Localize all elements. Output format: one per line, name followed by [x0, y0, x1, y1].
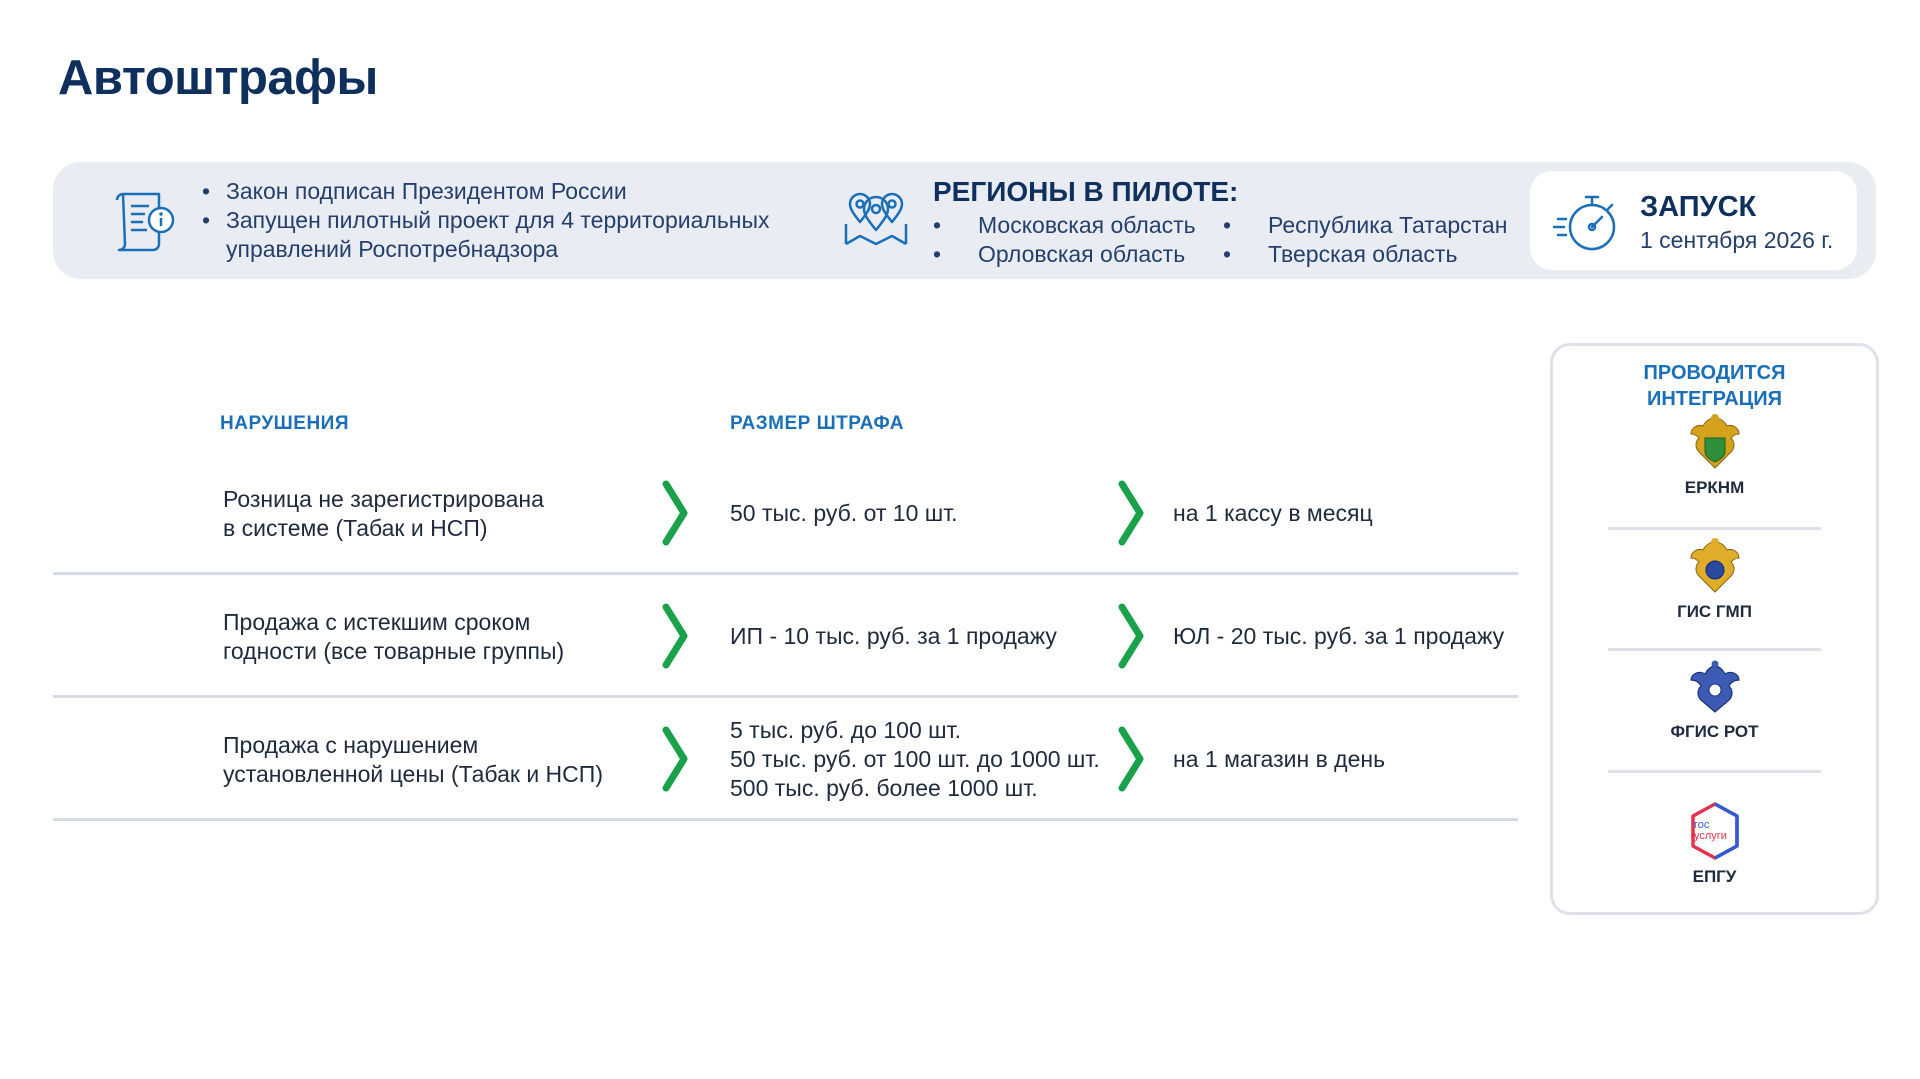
integration-system	[1553, 801, 1876, 887]
law-document-icon	[113, 186, 183, 256]
fine-text: 50 тыс. руб. от 10 шт.	[730, 500, 958, 526]
page-title: Автоштрафы	[58, 51, 378, 105]
basis-text: на 1 кассу в месяц	[1173, 500, 1373, 526]
svg-text:гос: гос	[1693, 819, 1709, 831]
emblem-gold-icon	[1688, 536, 1742, 596]
stopwatch-icon	[1552, 187, 1624, 259]
regions-title: РЕГИОНЫ В ПИЛОТЕ:	[933, 176, 1239, 207]
integration-system	[1553, 658, 1876, 742]
panel-divider	[1608, 770, 1821, 773]
system-label: ЕПГУ	[1692, 867, 1737, 886]
table-row	[53, 452, 1518, 575]
law-fact: • Закон подписан Президентом России	[198, 177, 770, 206]
table-row	[53, 575, 1518, 698]
system-label: ФГИС РОТ	[1670, 722, 1759, 741]
fine-text: ИП - 10 тыс. руб. за 1 продажу	[730, 623, 1057, 649]
launch-date: 1 сентября 2026 г.	[1640, 227, 1834, 253]
violation-text: Розница не зарегистрирована в системе (Табак и НСП)	[223, 486, 544, 541]
info-band	[53, 162, 1876, 279]
chevron-right-icon	[1116, 603, 1146, 669]
map-pins-icon	[840, 186, 912, 256]
violation-text: Продажа с истекшим сроком годности (все товарные группы)	[223, 609, 565, 664]
region-item: • Республика Татарстан	[1223, 212, 1507, 239]
region-item: • Тверская область	[1223, 241, 1457, 268]
region-item: • Орловская область	[933, 241, 1185, 268]
law-fact-continuation: управлений Роспотребнадзора	[226, 236, 559, 262]
violation-text: Продажа с нарушением установленной цены (Табак и НСП)	[223, 732, 603, 787]
chevron-right-icon	[1116, 480, 1146, 546]
basis-text: ЮЛ - 20 тыс. руб. за 1 продажу	[1173, 623, 1505, 649]
system-label: ГИС ГМП	[1677, 602, 1752, 621]
fine-header: РАЗМЕР ШТРАФА	[730, 413, 904, 434]
panel-divider	[1608, 527, 1821, 530]
chevron-right-icon	[660, 480, 690, 546]
integration-system	[1553, 536, 1876, 622]
region-item: • Московская область	[933, 212, 1196, 239]
gosuslugi-logo	[1685, 801, 1745, 861]
emblem-blue-icon	[1688, 658, 1742, 716]
chevron-right-icon	[660, 726, 690, 792]
launch-card	[1530, 171, 1857, 270]
svg-text:услуги: услуги	[1693, 830, 1727, 842]
integration-title: ПРОВОДИТСЯ ИНТЕГРАЦИЯ	[1643, 362, 1786, 410]
fine-text: 5 тыс. руб. до 100 шт. 50 тыс. руб. от 100 шт. до 1000 шт. 500 тыс. руб. более 1000 шт.	[730, 717, 1100, 801]
panel-divider	[1608, 648, 1821, 651]
system-label: ЕРКНМ	[1684, 478, 1745, 497]
violations-header: НАРУШЕНИЯ	[220, 413, 349, 434]
law-fact: • Запущен пилотный проект для 4 территориальных	[198, 206, 770, 235]
chevron-right-icon	[1116, 726, 1146, 792]
integration-panel	[1550, 343, 1879, 915]
basis-text: на 1 магазин в день	[1173, 746, 1386, 772]
row-divider	[53, 818, 1518, 821]
launch-title: ЗАПУСК	[1640, 191, 1757, 223]
emblem-green-icon	[1688, 412, 1742, 472]
chevron-right-icon	[660, 603, 690, 669]
law-facts-list	[198, 177, 770, 264]
integration-system	[1553, 412, 1876, 498]
table-row	[53, 698, 1518, 821]
